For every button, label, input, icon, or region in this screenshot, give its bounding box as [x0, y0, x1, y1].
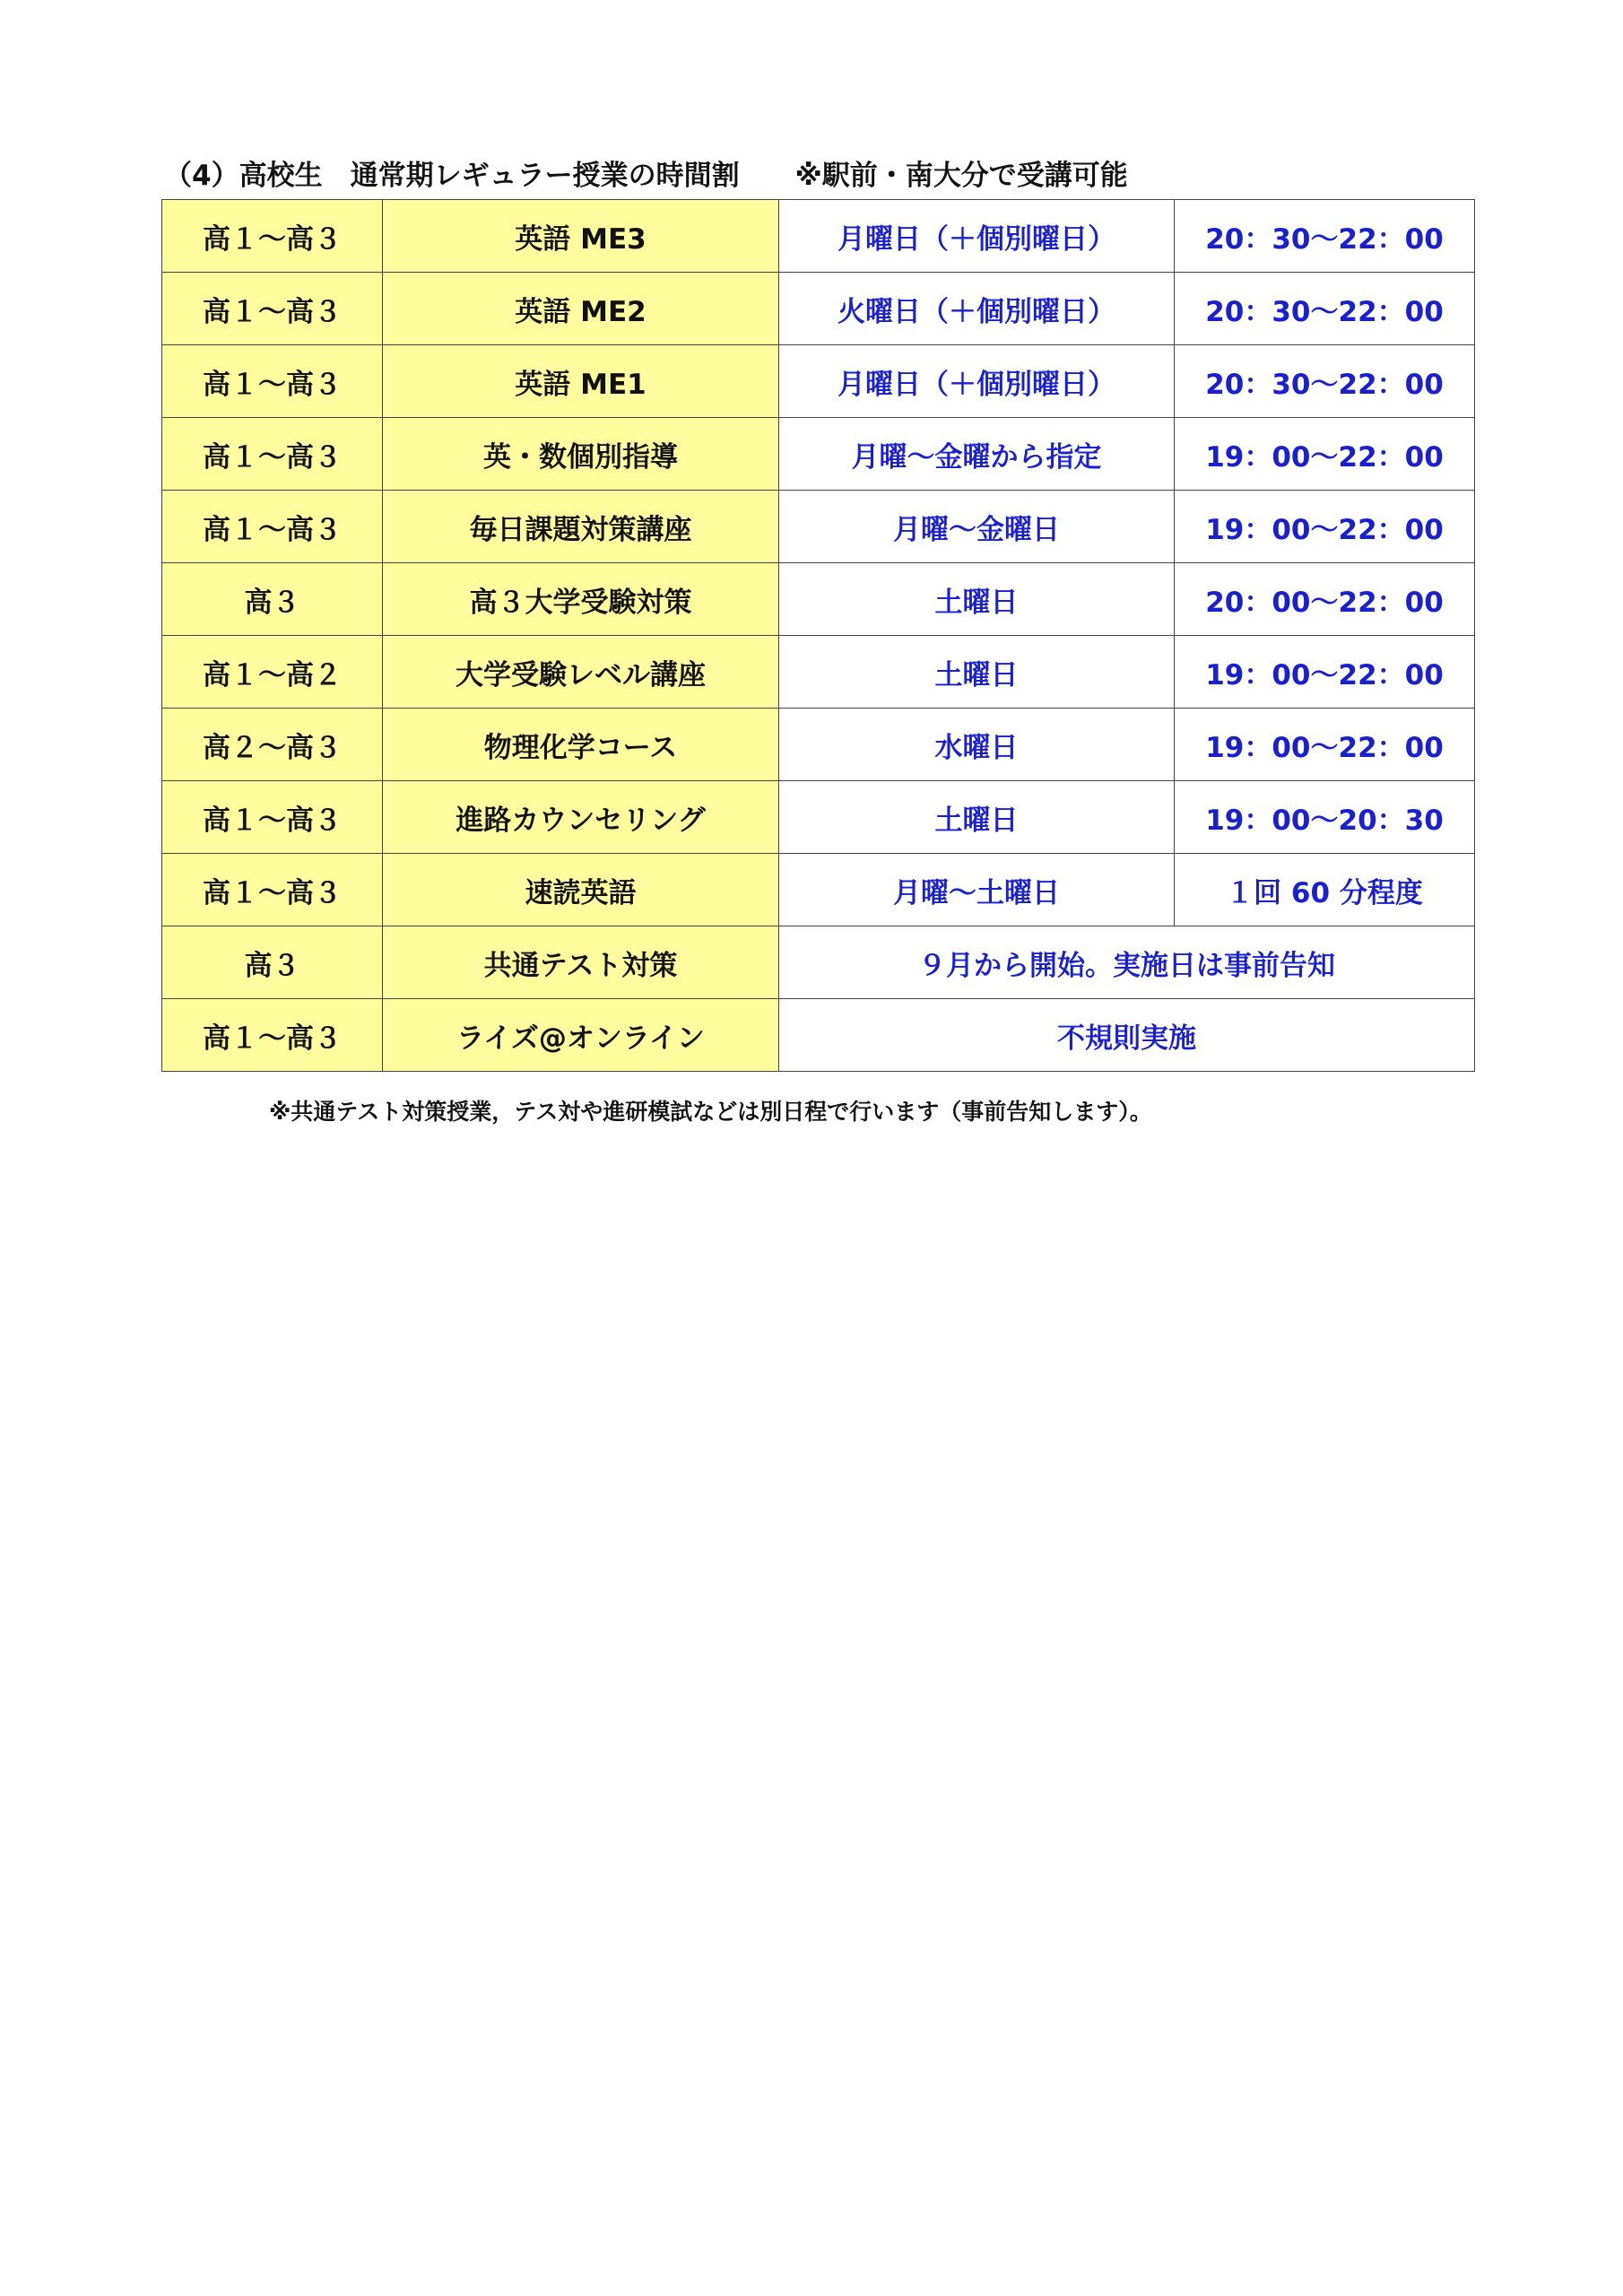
table-row	[162, 491, 1475, 563]
course-cell: 英語 ME1	[383, 345, 779, 418]
grade-cell: 高１～高３	[162, 781, 383, 854]
day-cell: 土曜日	[779, 563, 1175, 636]
time-cell: 20：30～22：00	[1175, 273, 1475, 345]
grade-cell: 高１～高２	[162, 636, 383, 709]
day-cell: 月曜～土曜日	[779, 854, 1175, 926]
grade-cell: 高３	[162, 563, 383, 636]
course-cell: 英語 ME3	[383, 200, 779, 273]
grade-cell: 高１～高３	[162, 200, 383, 273]
time-cell: 19：00～22：00	[1175, 418, 1475, 491]
course-cell: 高３大学受験対策	[383, 563, 779, 636]
grade-cell: 高１～高３	[162, 999, 383, 1072]
table-row	[162, 418, 1475, 491]
table-row	[162, 709, 1475, 781]
day-cell: 月曜～金曜日	[779, 491, 1175, 563]
course-cell: 英・数個別指導	[383, 418, 779, 491]
footnote: ※共通テスト対策授業，テス対や進研模試などは別日程で行います（事前告知します）。	[269, 1099, 1152, 1125]
time-cell: 20：30～22：00	[1175, 200, 1475, 273]
day-cell: 月曜～金曜から指定	[779, 418, 1175, 491]
time-cell: 19：00～22：00	[1175, 491, 1475, 563]
table-row	[162, 781, 1475, 854]
time-cell: 19：00～20：30	[1175, 781, 1475, 854]
course-cell: 大学受験レベル講座	[383, 636, 779, 709]
grade-cell: 高３	[162, 926, 383, 999]
grade-cell: 高１～高３	[162, 273, 383, 345]
day-cell: 月曜日（＋個別曜日）	[779, 200, 1175, 273]
time-cell: １回 60 分程度	[1175, 854, 1475, 926]
course-cell: 速読英語	[383, 854, 779, 926]
day-cell: 土曜日	[779, 636, 1175, 709]
day-cell: 水曜日	[779, 709, 1175, 781]
time-cell: 19：00～22：00	[1175, 636, 1475, 709]
class-schedule-table	[161, 199, 1475, 1072]
grade-cell: 高１～高３	[162, 491, 383, 563]
course-cell: 進路カウンセリング	[383, 781, 779, 854]
schedule-note-cell: 不規則実施	[779, 999, 1475, 1072]
grade-cell: 高１～高３	[162, 854, 383, 926]
time-cell: 20：00～22：00	[1175, 563, 1475, 636]
day-cell: 土曜日	[779, 781, 1175, 854]
course-cell: ライズ@オンライン	[383, 999, 779, 1072]
table-row	[162, 636, 1475, 709]
course-cell: 英語 ME2	[383, 273, 779, 345]
day-cell: 火曜日（＋個別曜日）	[779, 273, 1175, 345]
grade-cell: 高２～高３	[162, 709, 383, 781]
table-row	[162, 345, 1475, 418]
table-row	[162, 563, 1475, 636]
time-cell: 20：30～22：00	[1175, 345, 1475, 418]
page-title: （4）高校生 通常期レギュラー授業の時間割 ※駅前・南大分で受講可能	[164, 160, 1128, 192]
table-row	[162, 200, 1475, 273]
course-cell: 毎日課題対策講座	[383, 491, 779, 563]
course-cell: 物理化学コース	[383, 709, 779, 781]
course-cell: 共通テスト対策	[383, 926, 779, 999]
schedule-note-cell: ９月から開始。実施日は事前告知	[779, 926, 1475, 999]
table-row	[162, 999, 1475, 1072]
day-cell: 月曜日（＋個別曜日）	[779, 345, 1175, 418]
table-row	[162, 926, 1475, 999]
table-row	[162, 273, 1475, 345]
table-row	[162, 854, 1475, 926]
time-cell: 19：00～22：00	[1175, 709, 1475, 781]
grade-cell: 高１～高３	[162, 345, 383, 418]
grade-cell: 高１～高３	[162, 418, 383, 491]
